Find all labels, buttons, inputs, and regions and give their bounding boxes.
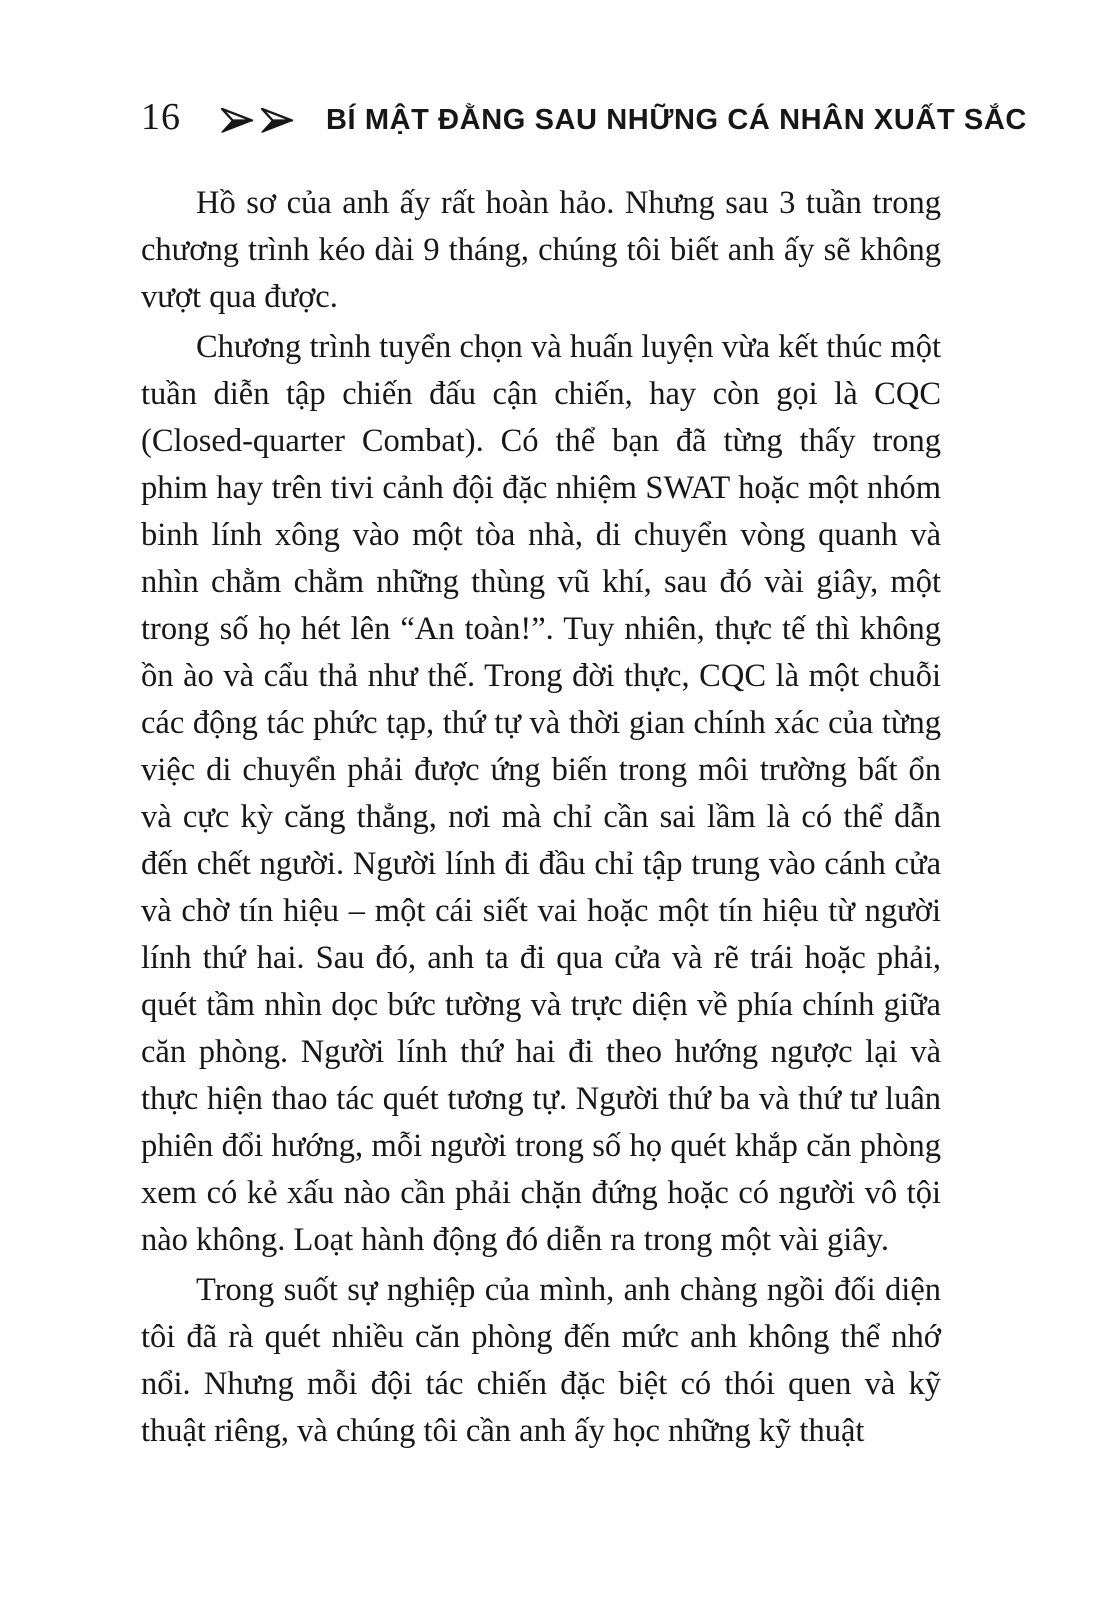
paragraph: Hồ sơ của anh ấy rất hoàn hảo. Nhưng sau 3 tuần trong chương trình kéo dài 9 tháng, chúng tôi biết anh ấy sẽ không vượt qua được. [141, 185, 941, 315]
double-arrow-right-icon [221, 107, 294, 134]
arrow-right-icon [261, 107, 294, 134]
running-title: BÍ MẬT ĐẰNG SAU NHỮNG CÁ NHÂN XUẤT SẮC [326, 104, 1027, 136]
body-text [141, 180, 941, 1458]
arrow-right-icon [221, 107, 254, 134]
page-header [141, 96, 1027, 138]
paragraph: Trong suốt sự nghiệp của mình, anh chàng ngồi đối diện tôi đã rà quét nhiều căn phòng đến mức anh không thể nhớ nổi. Nhưng mỗi đội tác chiến đặc biệt có thói quen và kỹ thuật riêng, và chúng tôi cần anh ấy học những kỹ thuật [141, 1272, 941, 1449]
page-number: 16 [141, 96, 181, 138]
paragraph: Chương trình tuyển chọn và huấn luyện vừa kết thúc một tuần diễn tập chiến đấu cận chiến, hay còn gọi là CQC (Closed-quarter Combat). Có thể bạn đã từng thấy trong phim hay trên tivi cảnh đội đặc nhiệm SWAT hoặc một nhóm binh lính xông vào một tòa nhà, di chuyển vòng quanh và nhìn chằm chằm những thùng vũ khí, sau đó vài giây, một trong số họ hét lên “An toàn!”. Tuy nhiên, thực tế thì không ồn ào và cẩu thả như thế. Trong đời thực, CQC là một chuỗi các động tác phức tạp, thứ tự và thời gian chính xác của từng việc di chuyển phải được ứng biến trong môi trường bất ổn và cực kỳ căng thẳng, nơi mà chỉ cần sai lầm là có thể dẫn đến chết người. Người lính đi đầu chỉ tập trung vào cánh cửa và chờ tín hiệu – một cái siết vai hoặc một tín hiệu từ người lính thứ hai. Sau đó, anh ta đi qua cửa và rẽ trái hoặc phải, quét tầm nhìn dọc bức tường và trực diện về phía chính giữa căn phòng. Người lính thứ hai đi theo hướng ngược lại và thực hiện thao tác quét tương tự. Người thứ ba và thứ tư luân phiên đổi hướng, mỗi người trong số họ quét khắp căn phòng xem có kẻ xấu nào cần phải chặn đứng hoặc có người vô tội nào không. Loạt hành động đó diễn ra trong một vài giây. [141, 329, 941, 1258]
